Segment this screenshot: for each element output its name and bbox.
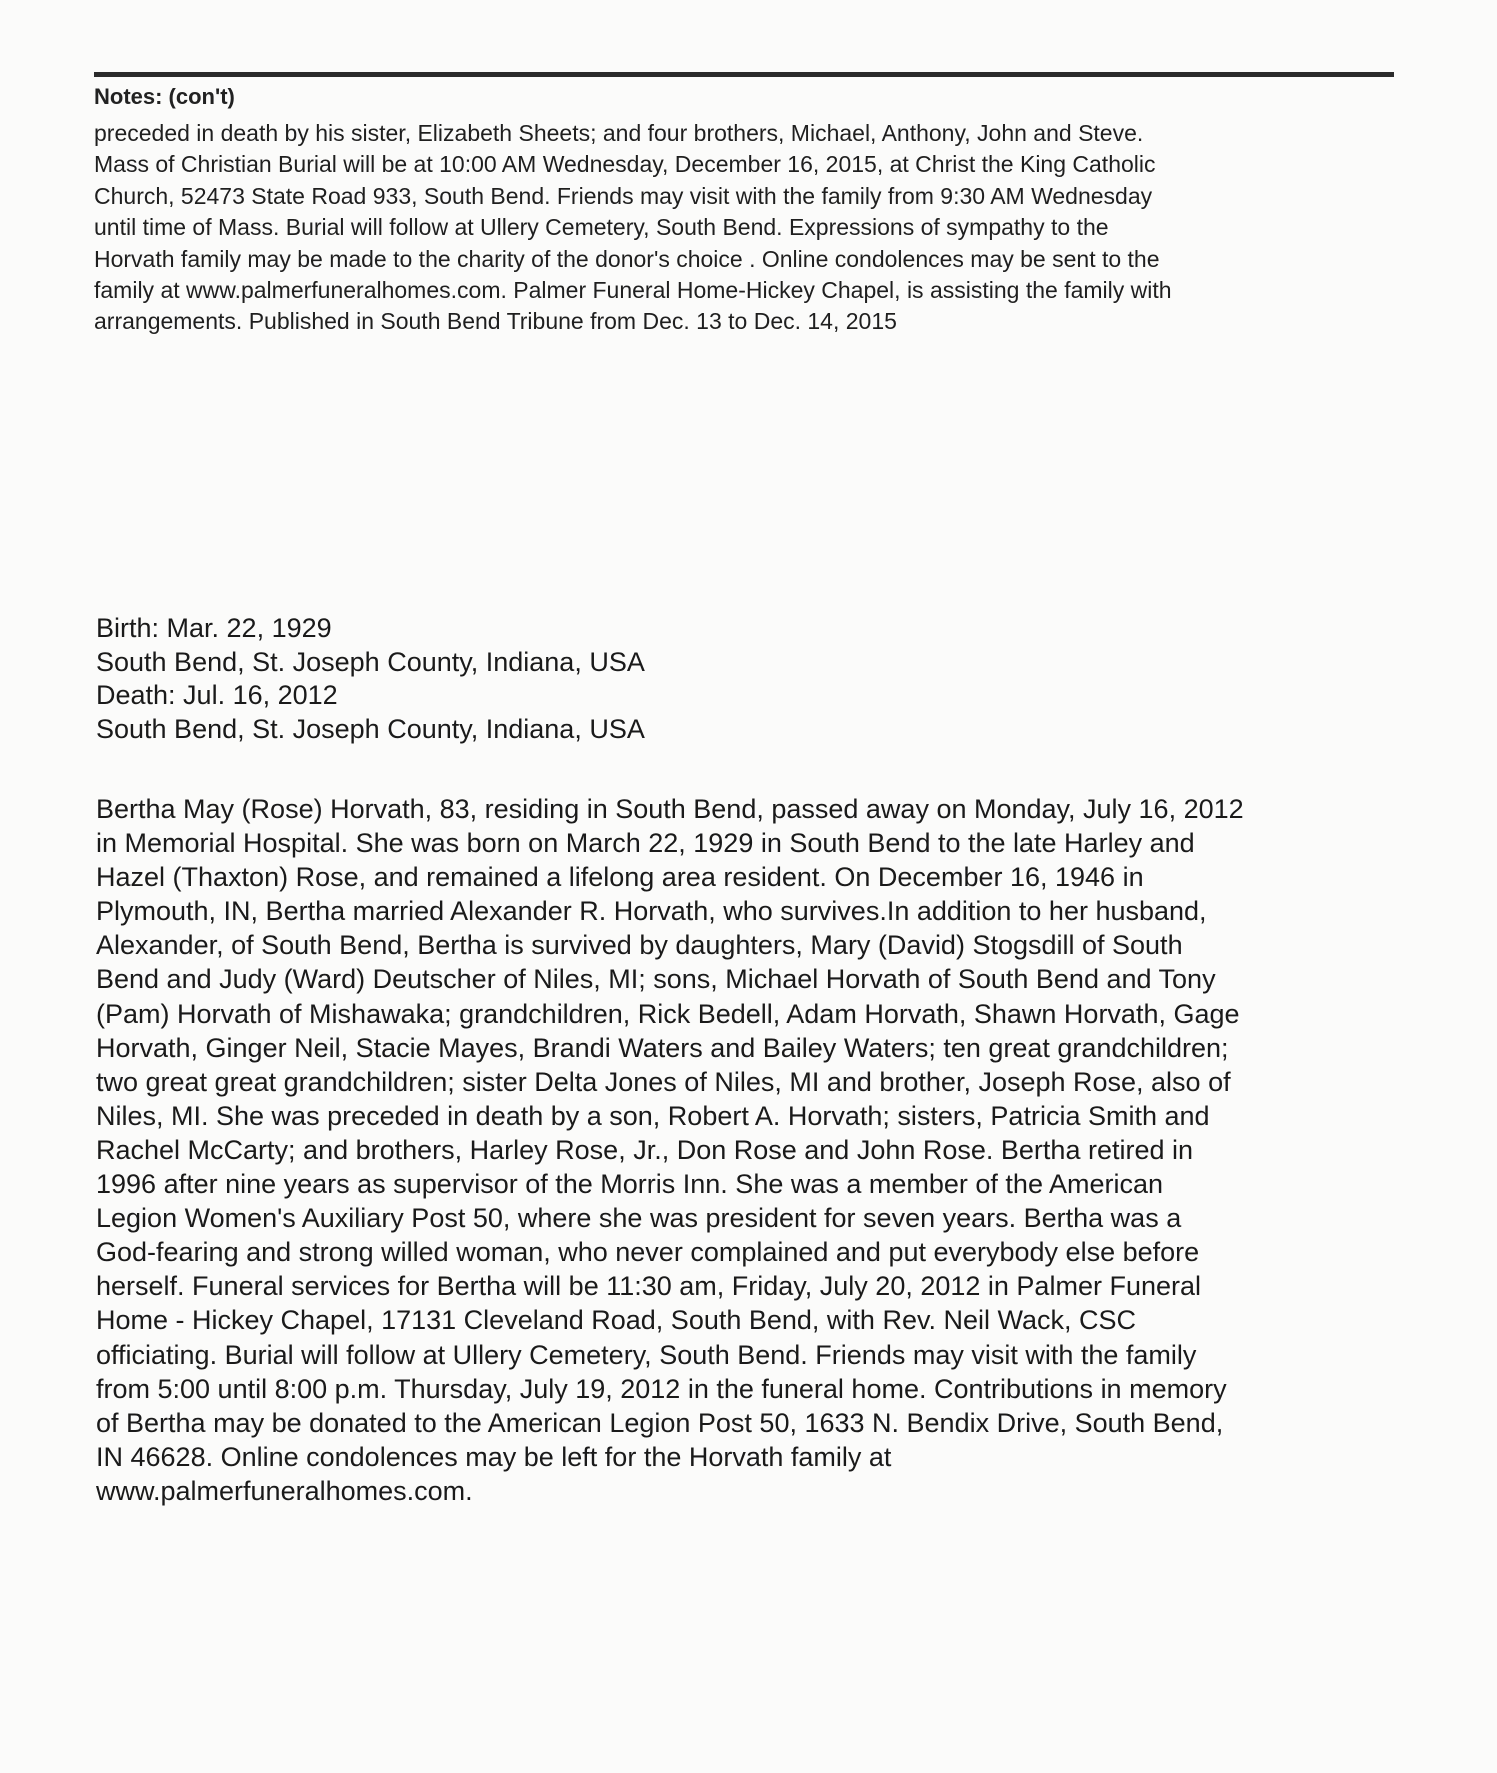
obituary-line: Horvath, Ginger Neil, Stacie Mayes, Brandi Waters and Bailey Waters; ten great grandchildren; (96, 1032, 1229, 1063)
obituary-line: Hazel (Thaxton) Rose, and remained a lifelong area resident. On December 16, 1946 in (96, 862, 1144, 893)
obituary-line: God-fearing and strong willed woman, who never complained and put everybody else before (96, 1237, 1200, 1268)
obituary-line: herself. Funeral services for Bertha will be 11:30 am, Friday, July 20, 2012 in Palmer Funeral (96, 1271, 1201, 1302)
obituary-line: (Pam) Horvath of Mishawaka; grandchildren, Rick Bedell, Adam Horvath, Shawn Horvath, Gage (96, 998, 1240, 1029)
vital-records (96, 612, 645, 746)
obituary-line: Rachel McCarty; and brothers, Harley Rose, Jr., Don Rose and John Rose. Bertha retired in (96, 1134, 1194, 1165)
obituary-line: two great great grandchildren; sister Delta Jones of Niles, MI and brother, Joseph Rose, also of (96, 1066, 1231, 1097)
obituary-line: Niles, MI. She was preceded in death by a son, Robert A. Horvath; sisters, Patricia Smith and (96, 1100, 1210, 1131)
obituary-line: Home - Hickey Chapel, 17131 Cleveland Road, South Bend, with Rev. Neil Wack, CSC (96, 1305, 1136, 1336)
birth-place: South Bend, St. Joseph County, Indiana, USA (96, 646, 645, 677)
notes-paragraph (94, 118, 1434, 338)
obituary-paragraph (96, 792, 1456, 1508)
notes-heading: Notes: (con't) (94, 84, 235, 109)
obituary-line: Bend and Judy (Ward) Deutscher of Niles, MI; sons, Michael Horvath of South Bend and Tony (96, 964, 1216, 995)
obituary-line: IN 46628. Online condolences may be left for the Horvath family at (96, 1441, 892, 1472)
obituary-line: Legion Women's Auxiliary Post 50, where she was president for seven years. Bertha was a (96, 1203, 1182, 1234)
notes-line: preceded in death by his sister, Elizabeth Sheets; and four brothers, Michael, Anthony, John and Steve. (94, 120, 1144, 146)
notes-line: Church, 52473 State Road 933, South Bend. Friends may visit with the family from 9:30 AM Wednesday (94, 182, 1153, 209)
notes-line: Horvath family may be made to the charity of the donor's choice . Online condolences may be sent to the (94, 245, 1160, 272)
obituary-line: from 5:00 until 8:00 p.m. Thursday, July 19, 2012 in the funeral home. Contributions in memory (96, 1373, 1227, 1404)
birth-date: Birth: Mar. 22, 1929 (96, 613, 332, 643)
notes-line: until time of Mass. Burial will follow at Ullery Cemetery, South Bend. Expressions of sympathy to the (94, 214, 1109, 241)
notes-line: Mass of Christian Burial will be at 10:00 AM Wednesday, December 16, 2015, at Christ the King Catholic (94, 151, 1156, 178)
obituary-line: Alexander, of South Bend, Bertha is survived by daughters, Mary (David) Stogsdill of South (96, 930, 1183, 961)
obituary-line: of Bertha may be donated to the American Legion Post 50, 1633 N. Bendix Drive, South Bend, (96, 1407, 1224, 1438)
obituary-line: Plymouth, IN, Bertha married Alexander R. Horvath, who survives.In addition to her husband, (96, 896, 1207, 927)
death-date: Death: Jul. 16, 2012 (96, 680, 338, 710)
obituary-line: Bertha May (Rose) Horvath, 83, residing in South Bend, passed away on Monday, July 16, 2012 (96, 794, 1244, 824)
obituary-line: in Memorial Hospital. She was born on March 22, 1929 in South Bend to the late Harley and (96, 828, 1195, 859)
death-place: South Bend, St. Joseph County, Indiana, USA (96, 713, 645, 744)
notes-line: family at www.palmerfuneralhomes.com. Palmer Funeral Home-Hickey Chapel, is assisting the family with (94, 277, 1172, 304)
top-divider-rule (94, 72, 1394, 77)
obituary-line: 1996 after nine years as supervisor of the Morris Inn. She was a member of the American (96, 1169, 1164, 1200)
notes-line: arrangements. Published in South Bend Tribune from Dec. 13 to Dec. 14, 2015 (94, 308, 897, 335)
obituary-line: officiating. Burial will follow at Ullery Cemetery, South Bend. Friends may visit with the family (96, 1339, 1197, 1370)
obituary-line: www.palmerfuneralhomes.com. (96, 1475, 473, 1506)
